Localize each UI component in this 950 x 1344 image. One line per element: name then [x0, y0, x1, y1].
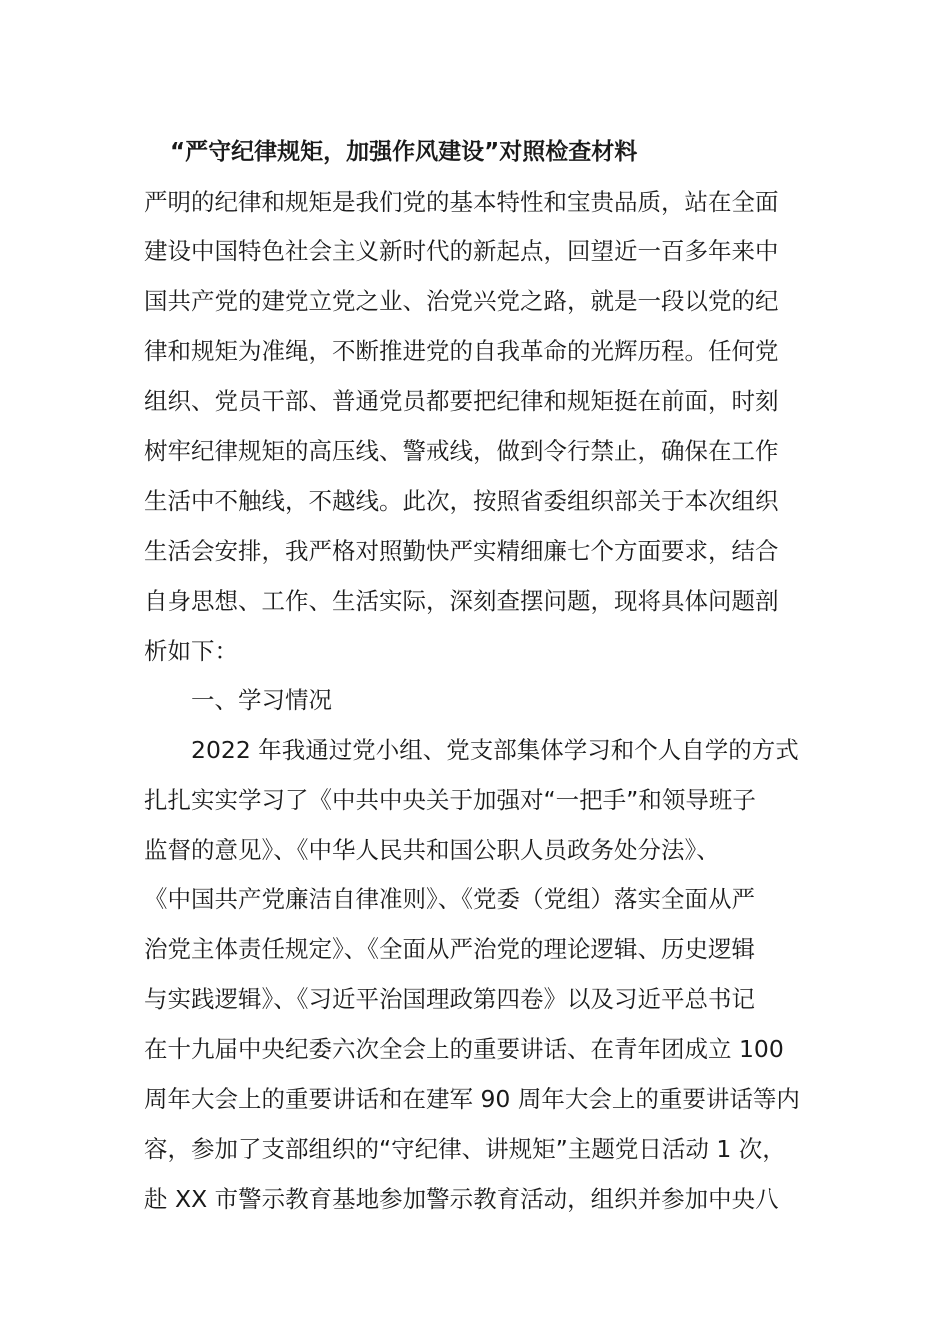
body-line: 生活中不触线，不越线。此次，按照省委组织部关于本次组织: [144, 487, 779, 515]
body-line: 容，参加了支部组织的“守纪律、讲规矩”主题党日活动 1 次，: [144, 1135, 786, 1163]
body-line: 周年大会上的重要讲话和在建军 90 周年大会上的重要讲话等内: [144, 1085, 800, 1113]
body-line: 赴 XX 市警示教育基地参加警示教育活动，组织并参加中央八: [144, 1185, 779, 1213]
body-line: 监督的意见》、《中华人民共和国公职人员政务处分法》、: [144, 836, 720, 864]
body-line: 树牢纪律规矩的高压线、警戒线，做到令行禁止，确保在工作: [144, 437, 779, 465]
body-line: 2022 年我通过党小组、党支部集体学习和个人自学的方式: [191, 736, 799, 764]
document-title: “严守纪律规矩，加强作风建设”对照检查材料: [170, 139, 638, 165]
body-line: 自身思想、工作、生活实际，深刻查摆问题，现将具体问题剖: [144, 587, 779, 615]
body-line: 《中国共产党廉洁自律准则》、《党委（党组）落实全面从严: [144, 885, 755, 913]
body-line: 治党主体责任规定》、《全面从严治党的理论逻辑、历史逻辑: [144, 935, 755, 963]
body-line: 建设中国特色社会主义新时代的新起点，回望近一百多年来中: [144, 237, 779, 265]
body-line: 在十九届中央纪委六次全会上的重要讲话、在青年团成立 100: [144, 1035, 784, 1063]
body-line: 严明的纪律和规矩是我们党的基本特性和宝贵品质，站在全面: [144, 188, 779, 216]
body-line: 扎扎实实学习了《中共中央关于加强对“一把手”和领导班子: [144, 786, 756, 814]
body-line: 生活会安排，我严格对照勤快严实精细廉七个方面要求，结合: [144, 537, 779, 565]
body-line: 律和规矩为准绳，不断推进党的自我革命的光辉历程。任何党: [144, 337, 779, 365]
section-heading: 一、学习情况: [191, 686, 332, 714]
body-line: 国共产党的建党立党之业、治党兴党之路，就是一段以党的纪: [144, 287, 779, 315]
body-line: 析如下：: [144, 637, 238, 665]
body-line: 组织、党员干部、普通党员都要把纪律和规矩挺在前面，时刻: [144, 387, 779, 415]
body-line: 与实践逻辑》、《习近平治国理政第四卷》以及习近平总书记: [144, 985, 755, 1013]
